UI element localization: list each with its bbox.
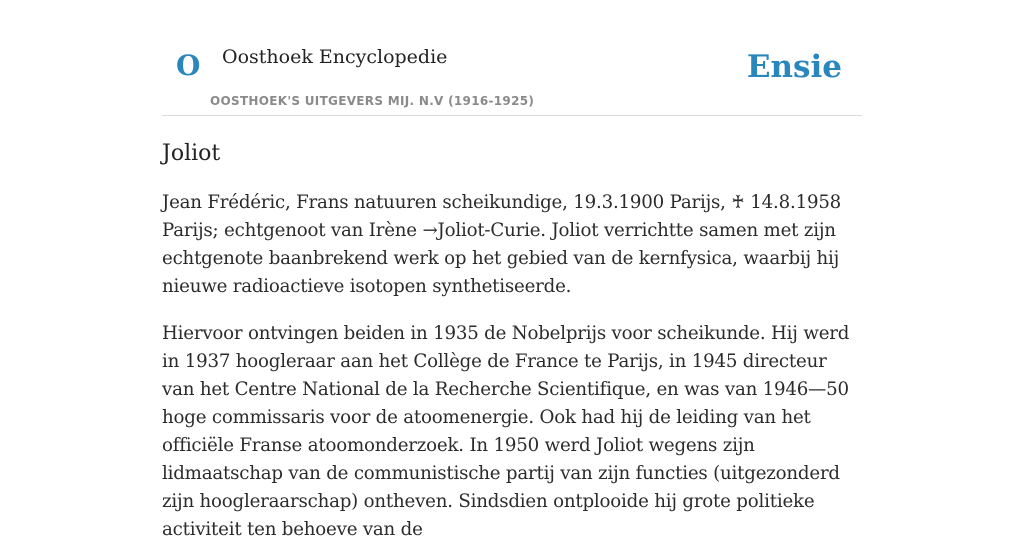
article-paragraph-1 xyxy=(162,189,862,301)
paragraph-1-text-end: . Joliot verrichtte samen met zijn echtgenote baanbrekend werk op het gebied van de kernfysica, waarbij hij nieuwe radioactieve isotopen synthetiseerde. xyxy=(162,220,840,298)
article-paragraph-2: Hiervoor ontvingen beiden in 1935 de Nobelprijs voor scheikunde. Hij werd in 1937 hoogleraar aan het Collège de France te Parijs, in 1945 directeur van het Centre National de la Recherche Scientifique, en was van 1946—50 hoge commissaris voor de atoomenergie. Ook had hij de leiding van het officiële Franse atoomonderzoek. In 1950 werd Joliot wegens zijn lidmaatschap van de communistische partij van zijn functies (uitgezonderd zijn hoogleraarschap) ontheven. Sindsdien ontplooide hij grote politieke activiteit ten behoeve van de xyxy=(162,323,850,541)
joliot-curie-link[interactable]: →Joliot-Curie xyxy=(422,220,541,242)
publication-logo[interactable]: O xyxy=(176,49,201,82)
article-title: Joliot xyxy=(162,141,221,166)
publication-name-link[interactable]: Oosthoek Encyclopedie xyxy=(222,46,448,68)
article-card xyxy=(162,0,862,544)
paragraph-1-text-start: Jean Frédéric, Frans natuuren scheikundige, 19.3.1900 Parijs, ♰ 14.8.1958 Parijs; echtgenoot van Irène xyxy=(162,192,842,242)
publisher-label: OOSTHOEK'S UITGEVERS MIJ. N.V (1916-1925) xyxy=(210,94,535,108)
ensie-logo-link[interactable]: Ensie xyxy=(746,49,842,85)
publication-header xyxy=(162,0,862,116)
